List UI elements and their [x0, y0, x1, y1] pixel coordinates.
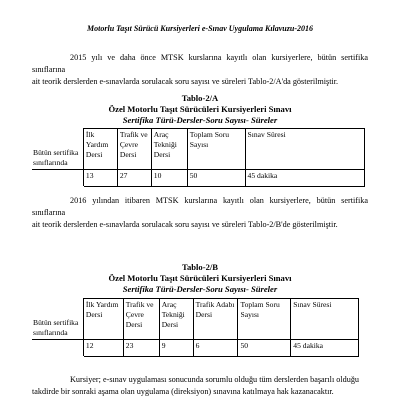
table-a-label: Tablo-2/A — [181, 93, 219, 103]
paragraph-line: Kursiyer; e-sınav uygulaması sonucunda sorumlu olduğu tüm derslerden başarılı olduğu — [70, 375, 360, 384]
paragraph-line: ait teorik derslerden e-sınavlarda sorulacak soru sayısı ve süreleri Tablo-2/B'de gösterilmiştir. — [32, 220, 338, 229]
table-b-title: Özel Motorlu Taşıt Sürücüleri Kursiyerleri Sınavı — [108, 273, 292, 283]
column-header: İlk Yardım Dersi — [83, 299, 123, 340]
table-cell: 10 — [151, 170, 187, 187]
column-header: Toplam Soru Sayısı — [238, 299, 291, 340]
column-header: Araç Tekniği Dersi — [159, 299, 193, 340]
column-header: Sınav Süresi — [291, 299, 359, 340]
table-cell: 50 — [187, 170, 245, 187]
table-cell: 45 dakika — [245, 170, 364, 187]
intro-paragraph-2015 — [32, 52, 368, 88]
table-cell: 23 — [123, 340, 159, 357]
table-cell: 6 — [193, 340, 238, 357]
table-b — [32, 298, 359, 357]
table-b-label: Tablo-2/B — [182, 262, 218, 272]
table-b-caption — [0, 262, 400, 295]
table-cell: 27 — [117, 170, 151, 187]
row-header: Bütün sertifika sınıflarında — [33, 129, 84, 170]
table-a-subtitle: Sertifika Türü-Dersler-Soru Sayısı- Süreler — [122, 115, 278, 125]
paragraph-line: takdirde bir sonraki aşama olan uygulama (direksiyon) sınavına katılmaya hak kazanacaktır. — [32, 387, 334, 396]
row-header-spacer — [33, 170, 84, 187]
table-a-caption — [0, 93, 400, 126]
table-cell: 50 — [238, 340, 291, 357]
column-header: Trafik Adabı Dersi — [193, 299, 238, 340]
table-cell: 12 — [83, 340, 123, 357]
row-header-spacer — [33, 340, 84, 357]
table-b-subtitle: Sertifika Türü-Dersler-Soru Sayısı- Süreler — [122, 284, 278, 294]
paragraph-line: 2015 yılı ve daha önce MTSK kurslarına kayıtlı olan kursiyerlere, bütün sertifika sınıflarına — [32, 53, 368, 74]
page-header: Motorlu Taşıt Sürücü Kursiyerleri e-Sınav Uygulama Kılavuzu-2016 — [87, 24, 313, 33]
table-cell: 45 dakika — [291, 340, 359, 357]
closing-paragraph — [32, 374, 368, 398]
column-header: İlk Yardım Dersi — [83, 129, 117, 170]
row-header: Bütün sertifika sınıflarında — [33, 299, 84, 340]
column-header: Trafik ve Çevre Dersi — [123, 299, 159, 340]
intro-paragraph-2016 — [32, 195, 368, 231]
column-header: Trafik ve Çevre Dersi — [117, 129, 151, 170]
table-a-title: Özel Motorlu Taşıt Sürücüleri Kursiyerleri Sınavı — [108, 104, 292, 114]
column-header: Araç Tekniği Dersi — [151, 129, 187, 170]
table-cell: 13 — [83, 170, 117, 187]
table-cell: 9 — [159, 340, 193, 357]
paragraph-line: 2016 yılından itibaren MTSK kurslarına kayıtlı olan kursiyerlere, bütün sertifika sınıflarına — [32, 196, 368, 217]
column-header: Sınav Süresi — [245, 129, 364, 170]
column-header: Toplam Soru Sayısı — [187, 129, 245, 170]
table-a — [32, 128, 365, 187]
paragraph-line: ait teorik derslerden e-sınavlarda sorulacak soru sayısı ve süreleri Tablo-2/A'da gösterilmiştir. — [32, 77, 339, 86]
